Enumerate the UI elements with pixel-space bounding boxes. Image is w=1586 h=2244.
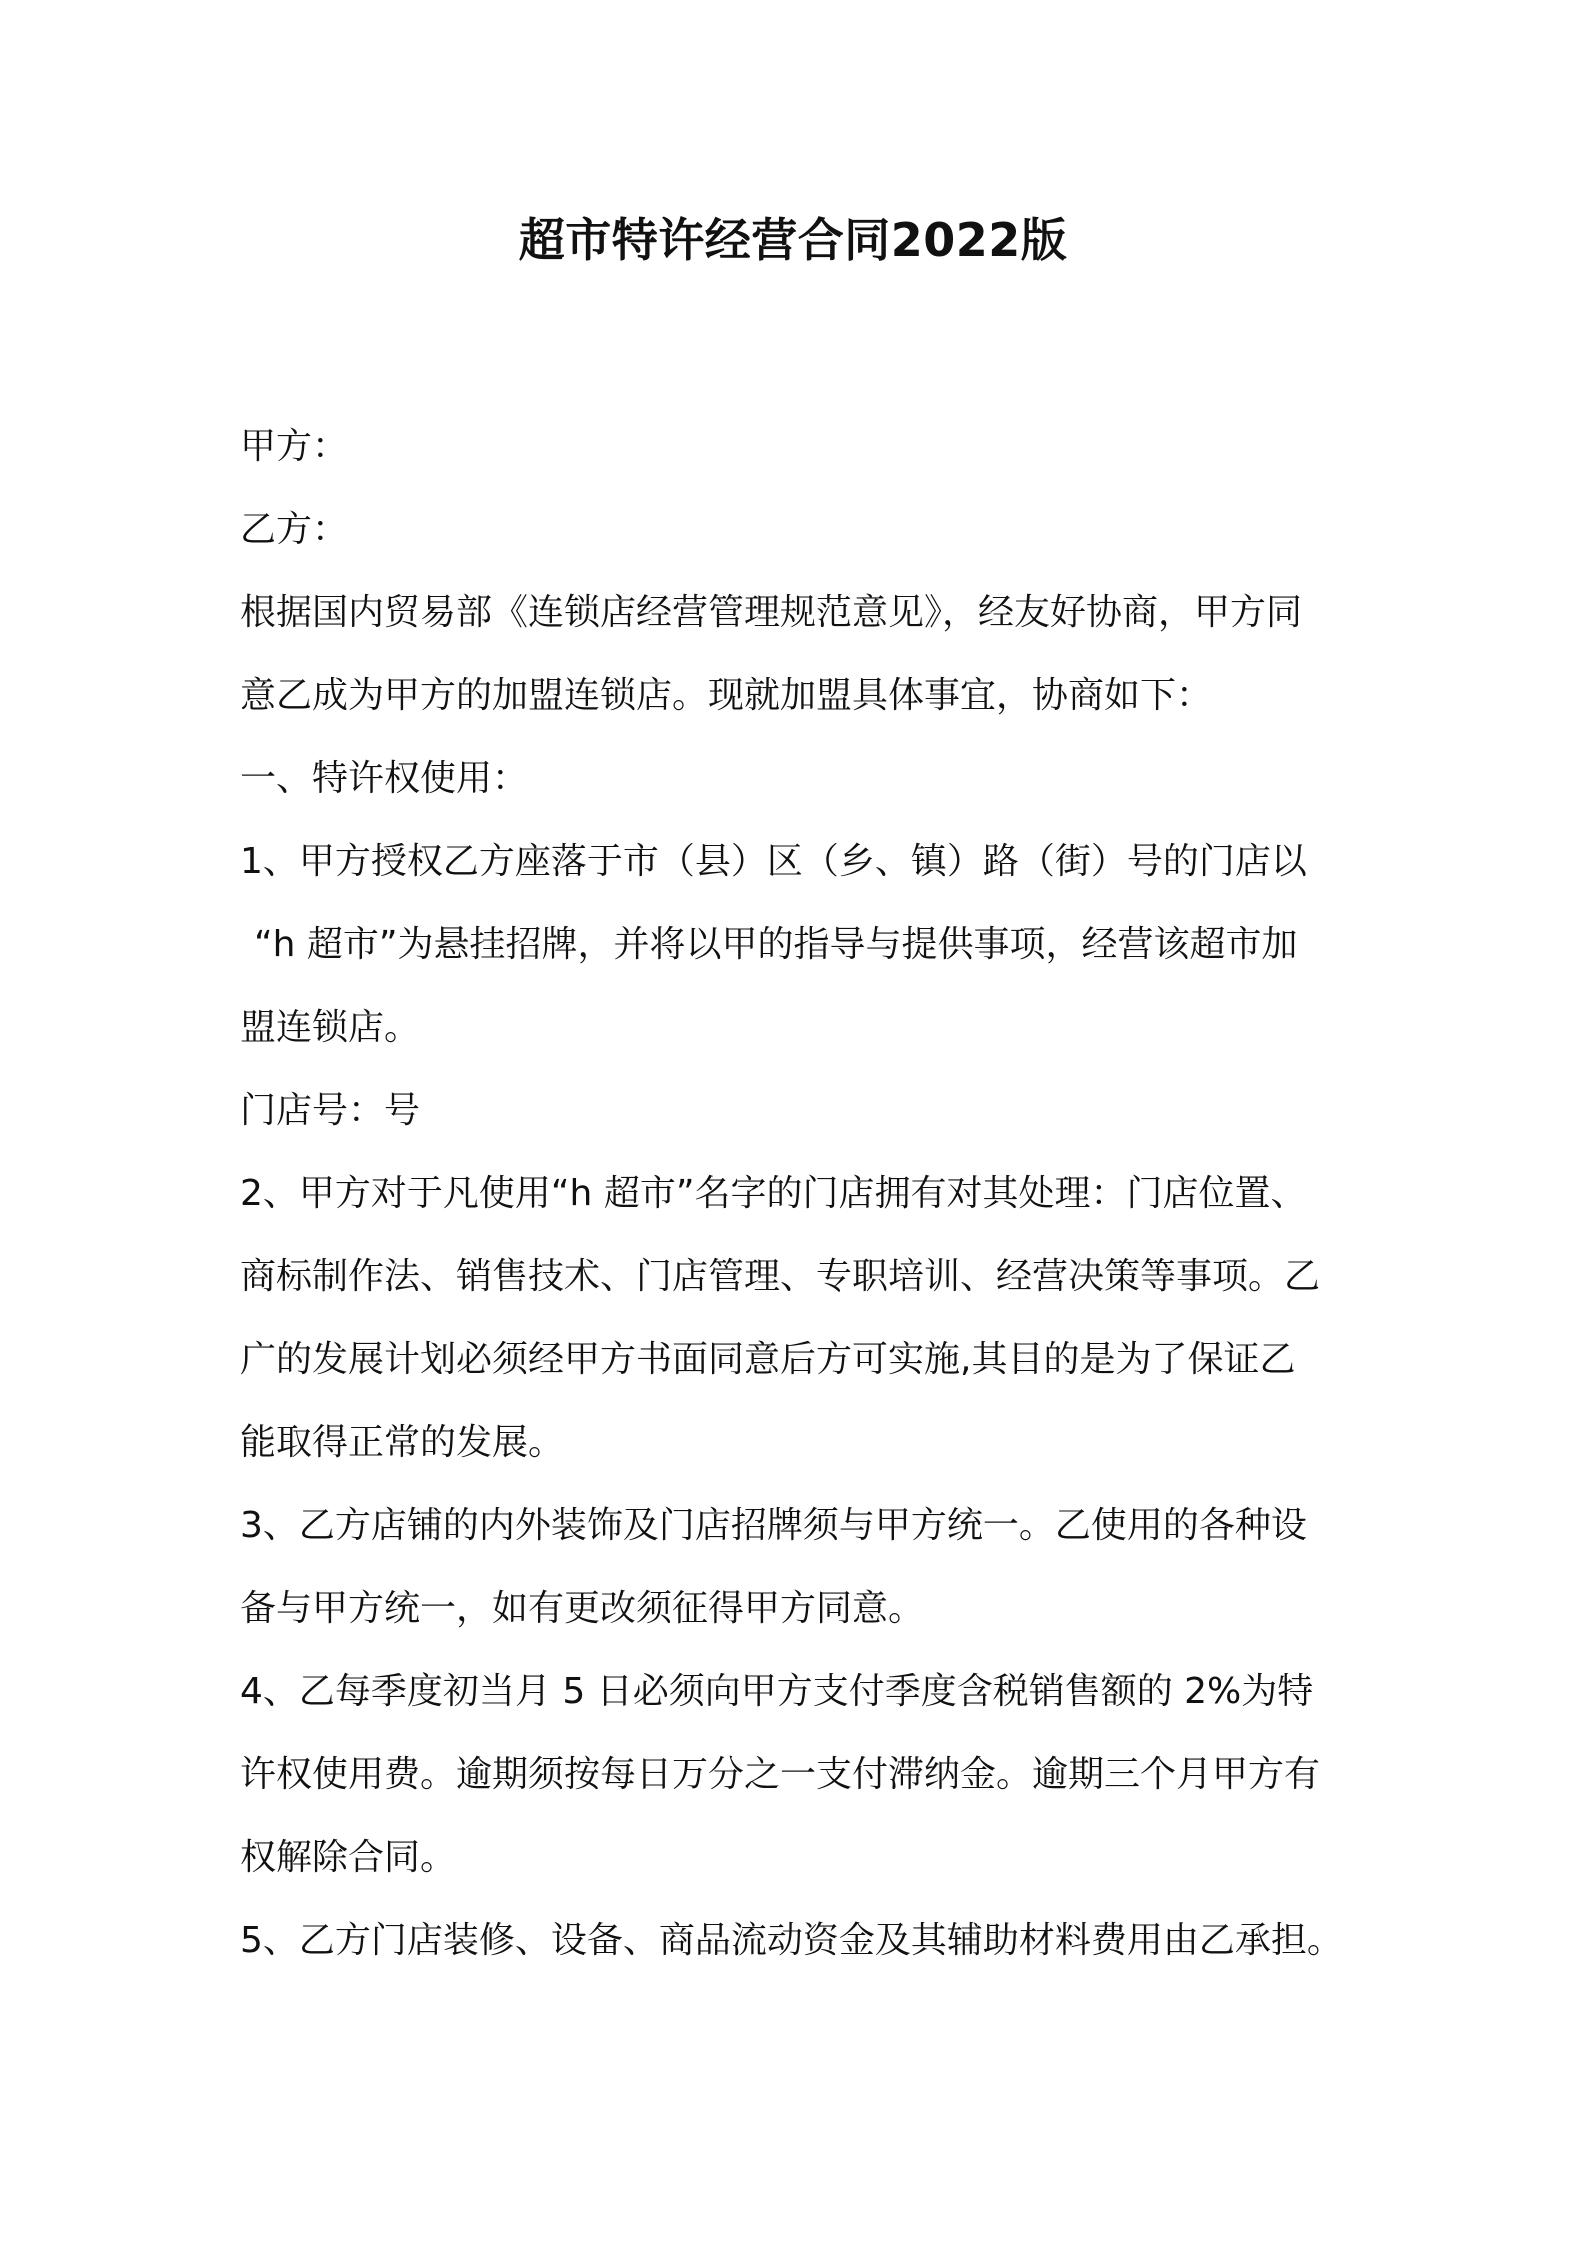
document-body (240, 405, 1370, 1982)
clause-2 (240, 1152, 1370, 1484)
intro-line-1: 根据国内贸易部《连锁店经营管理规范意见》，经友好协商，甲方同 (240, 592, 1303, 633)
clause-4-line-2: 许权使用费。逾期须按每日万分之一支付滞纳金。逾期三个月甲方有 (240, 1754, 1321, 1795)
clause-2-line-4: 能取得正常的发展。 (240, 1422, 565, 1463)
intro-line-2: 意乙成为甲方的加盟连锁店。现就加盟具体事宜，协商如下： (240, 675, 1213, 716)
clause-1-line-2: “h 超市”为悬挂招牌，并将以甲的指导与提供事项，经营该超市加 (254, 924, 1298, 965)
clause-4 (240, 1650, 1370, 1899)
party-a-line (240, 405, 1370, 488)
clause-5 (240, 1899, 1370, 1982)
clause-1 (240, 820, 1370, 1069)
intro-paragraph (240, 571, 1370, 737)
clause-3-line-1: 3、乙方店铺的内外装饰及门店招牌须与甲方统一。乙使用的各种设 (240, 1505, 1307, 1546)
clause-4-line-1: 4、乙每季度初当月 5 日必须向甲方支付季度含税销售额的 2%为特 (240, 1671, 1314, 1712)
section-1-heading (240, 737, 1370, 820)
store-number-text: 门店号：号 (240, 1090, 421, 1131)
store-number-line (240, 1069, 1370, 1152)
party-a-label: 甲方： (240, 426, 349, 467)
clause-1-line-3: 盟连锁店。 (240, 1007, 421, 1048)
clause-2-line-3: 广的发展计划必须经甲方书面同意后方可实施,其目的是为了保证乙 (240, 1339, 1296, 1380)
clause-4-line-3: 权解除合同。 (240, 1837, 457, 1878)
clause-2-line-2: 商标制作法、销售技术、门店管理、专职培训、经营决策等事项。乙 (240, 1256, 1321, 1297)
clause-2-line-1: 2、甲方对于凡使用“h 超市”名字的门店拥有对其处理：门店位置、 (240, 1173, 1307, 1214)
clause-3-line-2: 备与甲方统一，如有更改须征得甲方同意。 (240, 1588, 925, 1629)
party-b-line (240, 488, 1370, 571)
clause-1-line-1: 1、甲方授权乙方座落于市（县）区（乡、镇）路（街）号的门店以 (240, 841, 1307, 882)
section-1-heading-text: 一、特许权使用： (240, 758, 529, 799)
document-title: 超市特许经营合同2022版 (518, 213, 1068, 267)
party-b-label: 乙方： (240, 509, 349, 550)
clause-5-line-1: 5、乙方门店装修、设备、商品流动资金及其辅助材料费用由乙承担。 (240, 1920, 1343, 1961)
clause-3 (240, 1484, 1370, 1650)
